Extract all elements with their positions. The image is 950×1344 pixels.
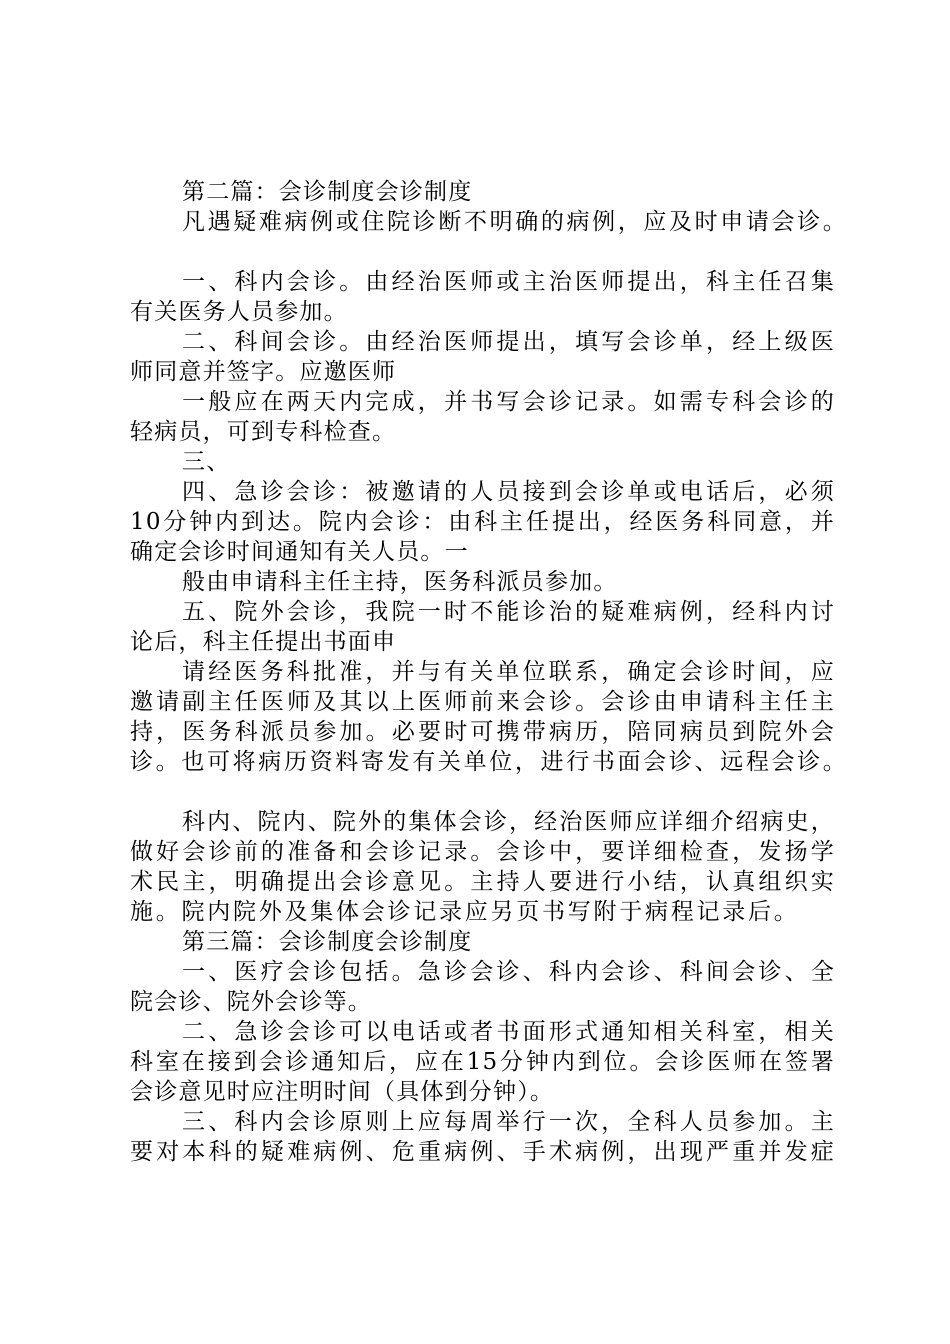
paragraph-line: 一、科内会诊。由经治医师或主治医师提出，科主任召集 <box>182 269 835 295</box>
paragraph-line: 科室在接到会诊通知后，应在15分钟内到位。会诊医师在签署 <box>130 1049 835 1075</box>
paragraph-line: 施。院内院外及集体会诊记录应另页书写附于病程记录后。 <box>130 899 798 925</box>
section-heading-3: 第三篇：会诊制度会诊制度 <box>182 929 473 955</box>
paragraph-line: 邀请副主任医师及其以上医师前来会诊。会诊由申请科主任主 <box>130 689 835 715</box>
paragraph-line: 要对本科的疑难病例、危重病例、手术病例，出现严重并发症 <box>130 1139 835 1165</box>
paragraph-line: 做好会诊前的准备和会诊记录。会诊中，要详细检查，发扬学 <box>130 839 835 865</box>
paragraph-line: 请经医务科批准，并与有关单位联系，确定会诊时间，应 <box>182 659 835 685</box>
paragraph-line: 诊。也可将病历资料寄发有关单位，进行书面会诊、远程会诊。 <box>130 749 847 775</box>
paragraph-line: 四、急诊会诊：被邀请的人员接到会诊单或电话后，必须 <box>182 479 835 505</box>
paragraph-line: 三、科内会诊原则上应每周举行一次，全科人员参加。主 <box>182 1109 835 1135</box>
paragraph-line: 五、院外会诊，我院一时不能诊治的疑难病例，经科内讨 <box>182 599 835 625</box>
section-heading-2: 第二篇：会诊制度会诊制度 <box>182 179 473 205</box>
paragraph-line: 般由申请科主任主持，医务科派员参加。 <box>182 569 618 595</box>
paragraph-line: 确定会诊时间通知有关人员。一 <box>130 539 469 565</box>
paragraph-line: 凡遇疑难病例或住院诊断不明确的病例，应及时申请会诊。 <box>182 209 847 235</box>
paragraph-line: 三、 <box>182 449 231 475</box>
paragraph-line: 二、科间会诊。由经治医师提出，填写会诊单，经上级医 <box>182 329 835 355</box>
paragraph-line: 有关医务人员参加。 <box>130 299 348 325</box>
paragraph-line: 持，医务科派员参加。必要时可携带病历，陪同病员到院外会 <box>130 719 835 745</box>
paragraph-line: 二、急诊会诊可以电话或者书面形式通知相关科室，相关 <box>182 1019 835 1045</box>
paragraph-line: 科内、院内、院外的集体会诊，经治医师应详细介绍病史， <box>182 809 835 835</box>
paragraph-line: 师同意并签字。应邀医师 <box>130 359 397 385</box>
paragraph-line: 论后，科主任提出书面申 <box>130 629 397 655</box>
paragraph-line: 10分钟内到达。院内会诊：由科主任提出，经医务科同意，并 <box>130 509 835 535</box>
paragraph-line: 院会诊、院外会诊等。 <box>130 989 372 1015</box>
paragraph-line: 会诊意见时应注明时间（具体到分钟）。 <box>130 1079 555 1105</box>
paragraph-line: 一般应在两天内完成，并书写会诊记录。如需专科会诊的 <box>182 389 835 415</box>
paragraph-line: 术民主，明确提出会诊意见。主持人要进行小结，认真组织实 <box>130 869 835 895</box>
paragraph-line: 一、医疗会诊包括。急诊会诊、科内会诊、科间会诊、全 <box>182 959 835 985</box>
paragraph-line: 轻病员，可到专科检查。 <box>130 419 397 445</box>
